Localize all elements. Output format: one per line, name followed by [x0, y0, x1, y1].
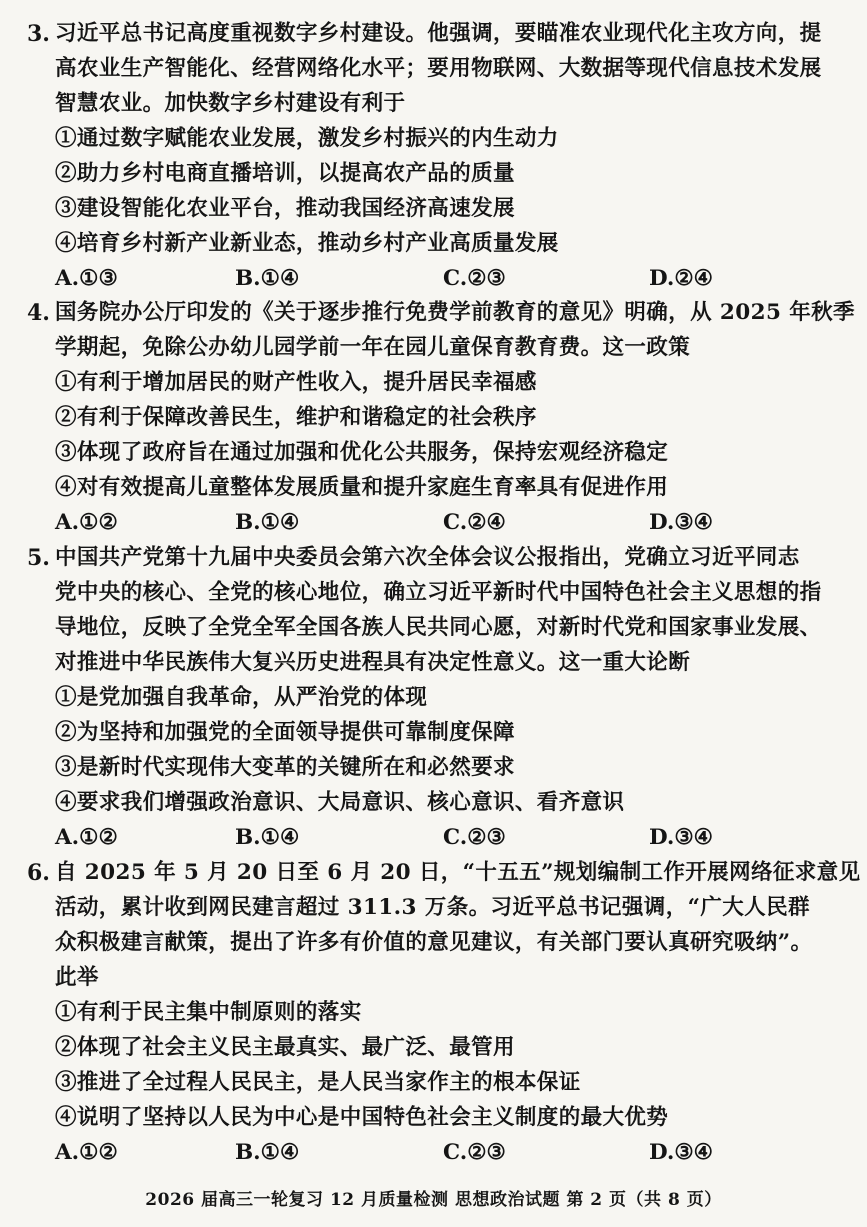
answer-choices — [55, 821, 845, 855]
choice-a — [55, 506, 118, 540]
choice-text: ①④ — [260, 825, 300, 850]
choice-letter: A. — [55, 510, 80, 535]
choice-c — [443, 262, 506, 296]
question-stem-line: 智慧农业。加快数字乡村建设有利于 — [55, 91, 406, 116]
statement: ④说明了坚持以人民为中心是中国特色社会主义制度的最大优势 — [55, 1105, 669, 1130]
statement: ①有利于民主集中制原则的落实 — [55, 1000, 362, 1025]
choice-text: ③④ — [674, 825, 713, 850]
choice-letter: A. — [55, 266, 80, 291]
answer-choices — [55, 506, 845, 540]
choice-letter: C. — [443, 266, 468, 291]
question-number: 4. — [27, 300, 50, 326]
answer-choices — [55, 1136, 845, 1170]
question-stem-line: 国务院办公厅印发的《关于逐步推行免费学前教育的意见》明确，从 2025 年秋季 — [55, 300, 855, 325]
statement: ③体现了政府旨在通过加强和优化公共服务，保持宏观经济稳定 — [55, 440, 669, 465]
statement: ①通过数字赋能农业发展，激发乡村振兴的内生动力 — [55, 126, 559, 151]
choice-a — [55, 821, 118, 855]
choice-b — [235, 262, 299, 296]
choice-text: ②④ — [467, 510, 506, 535]
question-stem-line: 习近平总书记高度重视数字乡村建设。他强调，要瞄准农业现代化主攻方向，提 — [55, 21, 822, 46]
statement: ③推进了全过程人民民主，是人民当家作主的根本保证 — [55, 1070, 581, 1095]
choice-letter: B. — [235, 266, 261, 291]
choice-text: ①② — [79, 1140, 118, 1165]
question-number: 6. — [27, 860, 50, 886]
choice-c — [443, 1136, 506, 1170]
choice-letter: C. — [443, 1140, 468, 1165]
statement: ②为坚持和加强党的全面领导提供可靠制度保障 — [55, 720, 515, 745]
choice-text: ②③ — [467, 266, 506, 291]
statement: ③建设智能化农业平台，推动我国经济高速发展 — [55, 196, 515, 221]
choice-letter: A. — [55, 1140, 80, 1165]
question-number: 5. — [27, 545, 50, 571]
statement: ②有利于保障改善民生，维护和谐稳定的社会秩序 — [55, 405, 537, 430]
choice-letter: D. — [649, 510, 675, 535]
statement: ①是党加强自我革命，从严治党的体现 — [55, 685, 428, 710]
statement: ④培育乡村新产业新业态，推动乡村产业高质量发展 — [55, 231, 559, 256]
statement: ②体现了社会主义民主最真实、最广泛、最管用 — [55, 1035, 515, 1060]
choice-text: ②③ — [467, 1140, 506, 1165]
choice-text: ①② — [79, 510, 118, 535]
choice-letter: D. — [649, 266, 675, 291]
choice-letter: B. — [235, 825, 261, 850]
choice-b — [235, 506, 299, 540]
choice-text: ①④ — [260, 266, 300, 291]
question-stem-line: 众积极建言献策，提出了许多有价值的意见建议，有关部门要认真研究吸纳”。 — [55, 930, 813, 955]
question-stem-line: 高农业生产智能化、经营网络化水平；要用物联网、大数据等现代信息技术发展 — [55, 56, 822, 81]
question-stem-line: 学期起，免除公办幼儿园学前一年在园儿童保育教育费。这一政策 — [55, 335, 691, 360]
statement: ③是新时代实现伟大变革的关键所在和必然要求 — [55, 755, 515, 780]
statement: ④对有效提高儿童整体发展质量和提升家庭生育率具有促进作用 — [55, 475, 669, 500]
question-stem-line: 导地位，反映了全党全军全国各族人民共同心愿，对新时代党和国家事业发展、 — [55, 615, 822, 640]
choice-text: ③④ — [674, 510, 713, 535]
choice-a — [55, 1136, 118, 1170]
choice-b — [235, 821, 299, 855]
choice-text: ①④ — [260, 1140, 300, 1165]
question-stem-line: 中国共产党第十九届中央委员会第六次全体会议公报指出，党确立习近平同志 — [55, 545, 800, 570]
choice-d — [649, 1136, 713, 1170]
question-stem-line: 活动，累计收到网民建言超过 311.3 万条。习近平总书记强调，“广大人民群 — [55, 895, 810, 920]
page-footer: 2026 届高三一轮复习 12 月质量检测 思想政治试题 第 2 页（共 8 页） — [145, 1190, 722, 1210]
choice-text: ①④ — [260, 510, 300, 535]
question-stem-line: 党中央的核心、全党的核心地位，确立习近平新时代中国特色社会主义思想的指 — [55, 580, 822, 605]
choice-letter: D. — [649, 825, 675, 850]
choice-b — [235, 1136, 299, 1170]
choice-text: ①② — [79, 825, 118, 850]
choice-text: ①③ — [79, 266, 118, 291]
statement: ②助力乡村电商直播培训，以提高农产品的质量 — [55, 161, 515, 186]
question-stem-line: 对推进中华民族伟大复兴历史进程具有决定性意义。这一重大论断 — [55, 650, 691, 675]
choice-text: ③④ — [674, 1140, 713, 1165]
question-stem-line: 此举 — [55, 965, 99, 990]
choice-letter: C. — [443, 825, 468, 850]
choice-letter: A. — [55, 825, 80, 850]
question-stem-line: 自 2025 年 5 月 20 日至 6 月 20 日，“十五五”规划编制工作开展网络征求意见 — [55, 860, 861, 885]
statement: ①有利于增加居民的财产性收入，提升居民幸福感 — [55, 370, 537, 395]
choice-a — [55, 262, 118, 296]
choice-text: ②④ — [674, 266, 713, 291]
statement: ④要求我们增强政治意识、大局意识、核心意识、看齐意识 — [55, 790, 625, 815]
answer-choices — [55, 262, 845, 296]
choice-c — [443, 506, 506, 540]
choice-d — [649, 821, 713, 855]
choice-letter: C. — [443, 510, 468, 535]
choice-d — [649, 506, 713, 540]
choice-letter: B. — [235, 510, 261, 535]
choice-c — [443, 821, 506, 855]
choice-letter: B. — [235, 1140, 261, 1165]
choice-d — [649, 262, 713, 296]
choice-letter: D. — [649, 1140, 675, 1165]
choice-text: ②③ — [467, 825, 506, 850]
question-number: 3. — [27, 21, 50, 47]
